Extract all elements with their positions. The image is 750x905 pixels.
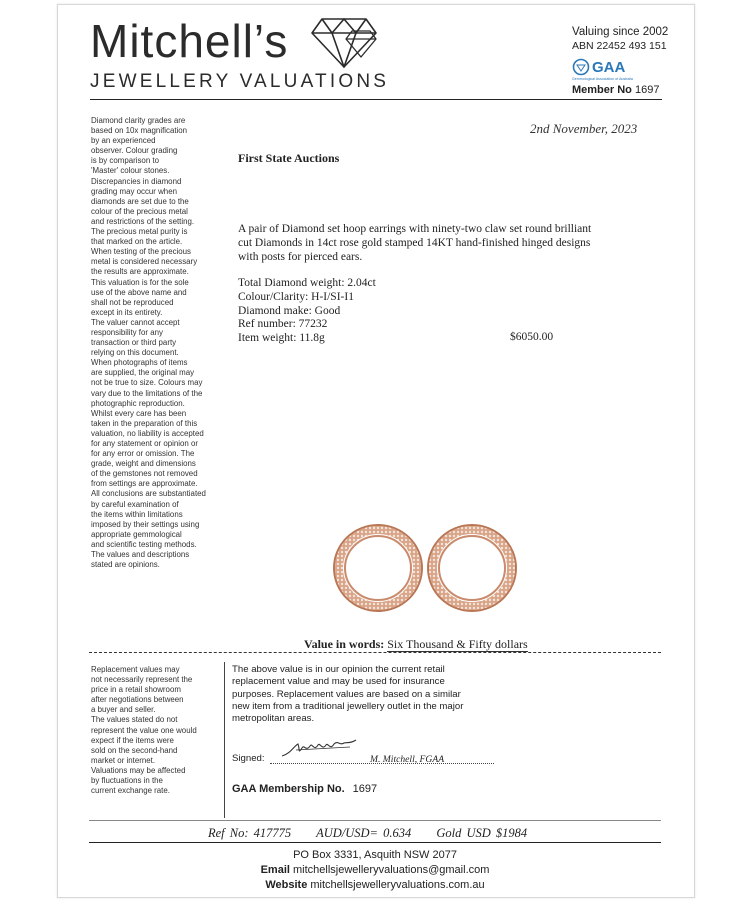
- detail-line: Total Diamond weight: 2.04ct: [238, 277, 376, 289]
- text-line: transaction or third party: [91, 338, 177, 348]
- text-line: appropriate gemmological: [91, 529, 182, 539]
- text-line: stated are opinions.: [91, 560, 160, 570]
- detail-line: Ref number: 77232: [238, 318, 328, 331]
- text-line: When testing of the precious: [91, 247, 192, 257]
- text-line: Discrepancies in diamond: [91, 176, 182, 186]
- text-line: after negotiations between: [91, 695, 184, 705]
- text-line: not be true to size. Colours may: [91, 378, 203, 388]
- text-line: Diamond clarity grades are: [91, 116, 186, 125]
- text-line: use of the above name and: [91, 287, 187, 297]
- value-in-words-text: Six Thousand & Fifty dollars: [387, 637, 528, 651]
- gaa-membership: [232, 783, 377, 795]
- gaa-logo-icon: [572, 57, 642, 81]
- email-line: [230, 863, 520, 878]
- postal-address: PO Box 3331, Asquith NSW 2077: [293, 849, 457, 861]
- gold-price: Gold USD $1984: [436, 826, 528, 840]
- text-line: All conclusions are substantiated: [91, 489, 206, 499]
- text-line: Replacement values may: [91, 665, 180, 674]
- text-line: expect if the items were: [91, 735, 174, 745]
- gaa-logo-text: GAA: [592, 59, 626, 76]
- text-line: This valuation is for the sole: [91, 277, 189, 287]
- text-line: and scientific testing methods.: [91, 539, 197, 549]
- dashed-divider: [89, 652, 661, 653]
- text-line: by an experienced: [91, 136, 156, 146]
- text-line: Valuations may be affected: [91, 765, 186, 775]
- text-line: by fluctuations in the: [91, 776, 163, 786]
- text-line: taken in the preparation of this: [91, 418, 198, 428]
- footer-contact: [230, 848, 520, 893]
- signed-label: Signed:: [232, 753, 265, 764]
- footer-rule: [89, 842, 661, 843]
- text-line: The values stated do not: [91, 715, 178, 725]
- text-line: are supplied, the original may: [91, 368, 195, 378]
- text-line: price in a retail showroom: [91, 685, 181, 695]
- text-line: When photographs of items: [91, 358, 188, 368]
- text-line: market or internet.: [91, 755, 156, 765]
- text-line: The precious metal purity is: [91, 227, 188, 237]
- text-line: relying on this document.: [91, 348, 179, 358]
- vertical-divider: [224, 662, 225, 818]
- text-line: Whilst every care has been: [91, 408, 187, 418]
- text-line: diamonds are set due to the: [91, 196, 189, 206]
- text-line: The valuer cannot accept: [91, 317, 180, 327]
- item-details: [238, 277, 376, 346]
- member-value: 1697: [634, 84, 660, 96]
- gaa-logo-caption: Gemmological Association of Australia: [572, 77, 633, 81]
- text-line: observer. Colour grading: [91, 146, 178, 156]
- text-line: sold on the second-hand: [91, 745, 178, 755]
- text-line: colour of the precious metal: [91, 206, 188, 216]
- lower-rule: [89, 820, 661, 821]
- detail-line: Item weight: 11.8g: [238, 332, 325, 345]
- left-hoop: [334, 525, 422, 611]
- text-line: and restrictions of the setting.: [91, 216, 195, 226]
- text-line: vary due to the limitations of the: [91, 388, 203, 398]
- text-line: by careful examination of: [91, 499, 179, 509]
- text-line: imposed by their settings using: [91, 519, 200, 529]
- text-line: grading may occur when: [91, 186, 177, 196]
- text-line: except in its entirety.: [91, 307, 163, 317]
- text-line: 'Master' colour stones.: [91, 166, 170, 176]
- right-hoop: [428, 525, 516, 611]
- gaa-membership-number: 1697: [352, 783, 378, 795]
- text-line: for any error or omission. The: [91, 449, 195, 459]
- header-rule: [90, 99, 662, 100]
- brand-name: Mitchell’s: [90, 15, 289, 67]
- text-line: The values and descriptions: [91, 550, 190, 560]
- text-line: the results are approximate.: [91, 267, 189, 277]
- ref-number: Ref No: 417775: [208, 826, 292, 840]
- website-url[interactable]: mitchellsjewelleryvaluations.com.au: [310, 879, 485, 891]
- text-line: based on 10x magnification: [91, 126, 188, 136]
- gaa-membership-label: GAA Membership No.: [232, 783, 345, 795]
- text-line: is by comparison to: [91, 156, 159, 166]
- text-line: represent the value one would: [91, 725, 197, 735]
- abn-number: ABN 22452 493 151: [572, 40, 667, 52]
- value-in-words-label: Value in words:: [304, 637, 385, 651]
- replacement-note: [91, 665, 221, 796]
- detail-line: Colour/Clarity: H-I/SI-I1: [238, 290, 354, 303]
- text-line: valuation, no liability is accepted: [91, 428, 204, 438]
- member-label: Member No: [572, 84, 632, 96]
- earrings-photo: [328, 522, 522, 614]
- text-line: responsibility for any: [91, 327, 163, 337]
- header-info: [572, 25, 668, 53]
- text-line: for any statement or opinion or: [91, 439, 199, 448]
- member-number: [572, 84, 659, 96]
- website-label: Website: [265, 879, 308, 891]
- text-line: photographic reproduction.: [91, 398, 185, 408]
- exchange-rate: AUD/USD= 0.634: [316, 826, 412, 840]
- brand-subtitle: JEWELLERY VALUATIONS: [90, 71, 390, 92]
- reference-line: [208, 826, 547, 841]
- text-line: the items within limitations: [91, 509, 183, 519]
- value-statement: The above value is in our opinion the current retail replacement value and may be used for insurance purposes. Replacement values are based on a similar new item from a traditional jewellery outlet in the major metropolitan areas.: [232, 664, 464, 725]
- text-line: of the gemstones not removed: [91, 469, 198, 479]
- text-line: current exchange rate.: [91, 786, 170, 796]
- item-price: $6050.00: [510, 331, 554, 343]
- email-address[interactable]: mitchellsjewelleryvaluations@gmail.com: [293, 864, 490, 876]
- addressee: First State Auctions: [238, 151, 340, 165]
- text-line: metal is considered necessary: [91, 257, 198, 267]
- text-line: a buyer and seller.: [91, 705, 156, 715]
- text-line: grade, weight and dimensions: [91, 459, 196, 469]
- email-label: Email: [260, 864, 290, 876]
- value-in-words: [302, 637, 530, 652]
- website-line: [230, 878, 520, 893]
- valuation-date: 2nd November, 2023: [530, 121, 638, 136]
- signature-image: [280, 736, 360, 760]
- text-line: from settings are approximate.: [91, 479, 198, 489]
- text-line: shall not be reproduced: [91, 297, 174, 307]
- signatory-name: M. Mitchell, FGAA: [370, 754, 445, 765]
- text-line: not necessarily represent the: [91, 675, 193, 685]
- disclaimer-text: [91, 116, 225, 570]
- valuing-since: Valuing since 2002: [572, 26, 669, 38]
- detail-line: Diamond make: Good: [238, 304, 341, 317]
- diamond-logo-icon: [310, 17, 378, 69]
- item-description: A pair of Diamond set hoop earrings with ninety-two claw set round brilliant cut Diamonds in 14ct rose gold stamped 14KT hand-finished hinged designs with posts for pierced ears.: [238, 223, 592, 263]
- text-line: that marked on the article.: [91, 237, 183, 247]
